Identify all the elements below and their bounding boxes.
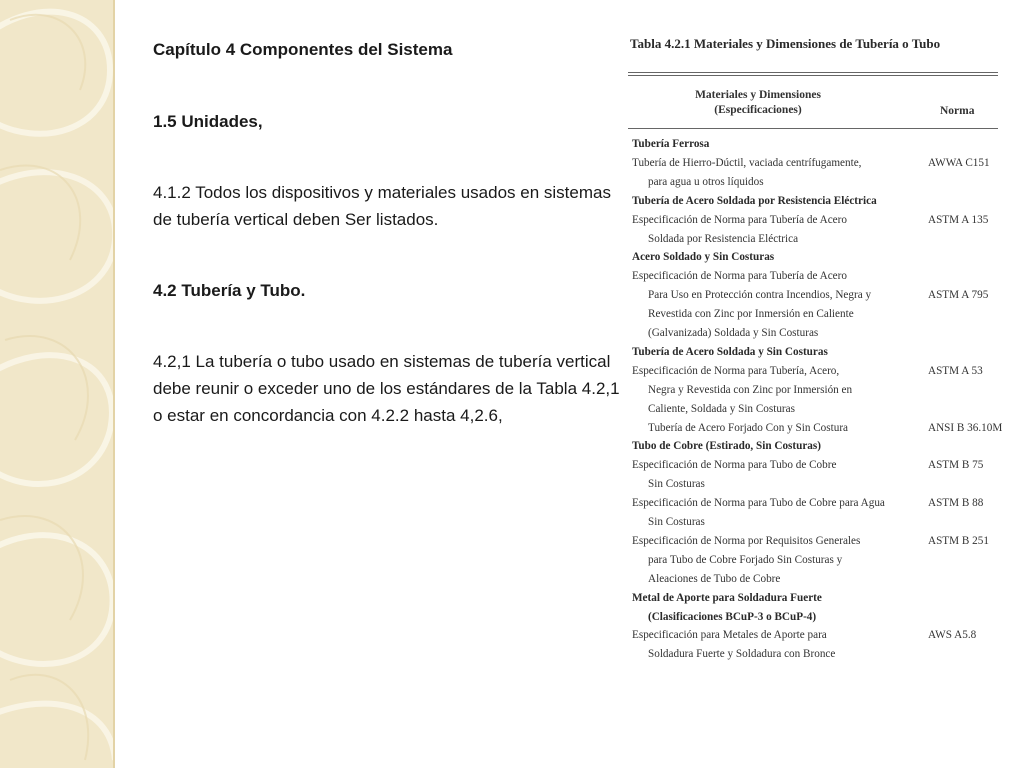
table-row-spec: Soldadura Fuerte y Soldadura con Bronce xyxy=(648,648,836,661)
table-row-spec: Tubería de Acero Forjado Con y Sin Costura xyxy=(648,421,849,434)
table-row-norm: AWS A5.8 xyxy=(928,629,977,642)
table-row xyxy=(628,138,1024,157)
table-row-spec: (Galvanizada) Soldada y Sin Costuras xyxy=(648,327,819,339)
table-row-norm: ASTM B 251 xyxy=(928,534,989,547)
table-row-norm: ASTM A 53 xyxy=(928,364,983,377)
table-row xyxy=(628,611,1024,630)
paragraph-4-1-2: 4.1.2 Todos los dispositivos y materiales usados en sistemas de tubería vertical deben Ser listados. xyxy=(153,183,611,229)
table-row-spec: Tubería de Acero Soldada por Resistencia Eléctrica xyxy=(632,194,877,207)
table-row xyxy=(628,573,1024,592)
table-row xyxy=(628,629,1024,648)
table-row-spec: Acero Soldado y Sin Costuras xyxy=(632,251,775,264)
table-row xyxy=(628,478,1024,497)
paragraph-4-2-1: 4.2,1 La tubería o tubo usado en sistemas de tubería vertical debe reunir o exceder uno de los estándares de la Tabla 4.2,1 o estar en concordancia con 4.2.2 hasta 4,2.6, xyxy=(153,352,620,425)
table-row xyxy=(628,176,1024,195)
table-row-spec: Sin Costuras xyxy=(648,516,705,528)
table-row-spec: (Clasificaciones BCuP-3 o BCuP-4) xyxy=(648,610,817,623)
table-row-spec: Especificación de Norma para Tubería de Acero xyxy=(632,270,847,283)
table-row xyxy=(628,214,1024,233)
table-row-norm: AWWA C151 xyxy=(928,156,990,169)
table-row xyxy=(628,516,1024,535)
table-header-norm: Norma xyxy=(940,105,975,117)
table-row-spec: Revestida con Zinc por Inmersión en Caliente xyxy=(648,308,854,321)
slide-body xyxy=(153,36,623,429)
table-row xyxy=(628,422,1024,441)
table-row-spec: para Tubo de Cobre Forjado Sin Costuras y xyxy=(648,553,843,566)
table-row xyxy=(628,440,1024,459)
table-row-spec: Soldada por Resistencia Eléctrica xyxy=(648,232,799,245)
units-heading: 1.5 Unidades, xyxy=(153,112,263,131)
table-row xyxy=(628,308,1024,327)
chapter-heading: Capítulo 4 Componentes del Sistema xyxy=(153,40,453,59)
table-row-spec: Especificación de Norma para Tubería, Acero, xyxy=(632,364,840,377)
section-4-2-heading: 4.2 Tubería y Tubo. xyxy=(153,281,306,300)
table-top-rule-2 xyxy=(628,75,998,76)
table-row xyxy=(628,459,1024,478)
sidebar-divider xyxy=(113,0,115,768)
table-row xyxy=(628,592,1024,611)
table-row-spec: Tubería de Hierro-Dúctil, vaciada centrífugamente, xyxy=(632,156,862,169)
table-row xyxy=(628,648,1024,667)
table-row-spec: Caliente, Soldada y Sin Costuras xyxy=(648,402,795,415)
table-row-spec: Tubo de Cobre (Estirado, Sin Costuras) xyxy=(632,440,821,453)
table-row-spec: Aleaciones de Tubo de Cobre xyxy=(648,572,781,585)
table-row-spec: Negra y Revestida con Zinc por Inmersión en xyxy=(648,383,853,396)
table-row-norm: ANSI B 36.10M xyxy=(928,421,1003,434)
table-row xyxy=(628,270,1024,289)
table-row-spec: Especificación para Metales de Aporte para xyxy=(632,629,827,642)
table-row-spec: Especificación de Norma por Requisitos Generales xyxy=(632,534,861,547)
table-header-spec xyxy=(688,88,828,118)
header-spec-line1: Materiales y Dimensiones xyxy=(695,89,821,101)
table-header-rule xyxy=(628,128,998,129)
table-row-spec: Especificación de Norma para Tubo de Cobre xyxy=(632,459,837,472)
table-row xyxy=(628,157,1024,176)
sidebar-swirl-pattern xyxy=(0,0,113,768)
table-row xyxy=(628,289,1024,308)
table-row-spec: para agua u otros líquidos xyxy=(648,175,764,188)
table-row-spec: Tubería Ferrosa xyxy=(632,138,710,150)
table-row-spec: Especificación de Norma para Tubería de Acero xyxy=(632,213,847,226)
table-row-spec: Metal de Aporte para Soldadura Fuerte xyxy=(632,591,822,604)
table-row xyxy=(628,403,1024,422)
decorative-sidebar xyxy=(0,0,113,768)
table-row xyxy=(628,195,1024,214)
table-row-spec: Especificación de Norma para Tubo de Cobre para Agua xyxy=(632,497,885,510)
table-row xyxy=(628,554,1024,573)
table-row-norm: ASTM B 88 xyxy=(928,497,984,510)
table-title: Tabla 4.2.1 Materiales y Dimensiones de Tubería o Tubo xyxy=(630,36,941,51)
table-top-rule xyxy=(628,72,998,73)
header-spec-line2: (Especificaciones) xyxy=(714,104,802,116)
table-row-norm: ASTM A 795 xyxy=(928,289,989,302)
table-row-norm: ASTM B 75 xyxy=(928,459,984,472)
table-row xyxy=(628,384,1024,403)
table-row xyxy=(628,327,1024,346)
table-row xyxy=(628,365,1024,384)
table-row xyxy=(628,497,1024,516)
table-row-norm: ASTM A 135 xyxy=(928,213,989,226)
table-4-2-1-image xyxy=(628,32,1024,672)
table-row xyxy=(628,535,1024,554)
table-row-spec: Tubería de Acero Soldada y Sin Costuras xyxy=(632,345,828,358)
table-row xyxy=(628,251,1024,270)
table-row xyxy=(628,346,1024,365)
table-row-spec: Para Uso en Protección contra Incendios, Negra y xyxy=(648,289,872,302)
table-row-spec: Sin Costuras xyxy=(648,478,705,491)
table-row xyxy=(628,233,1024,252)
